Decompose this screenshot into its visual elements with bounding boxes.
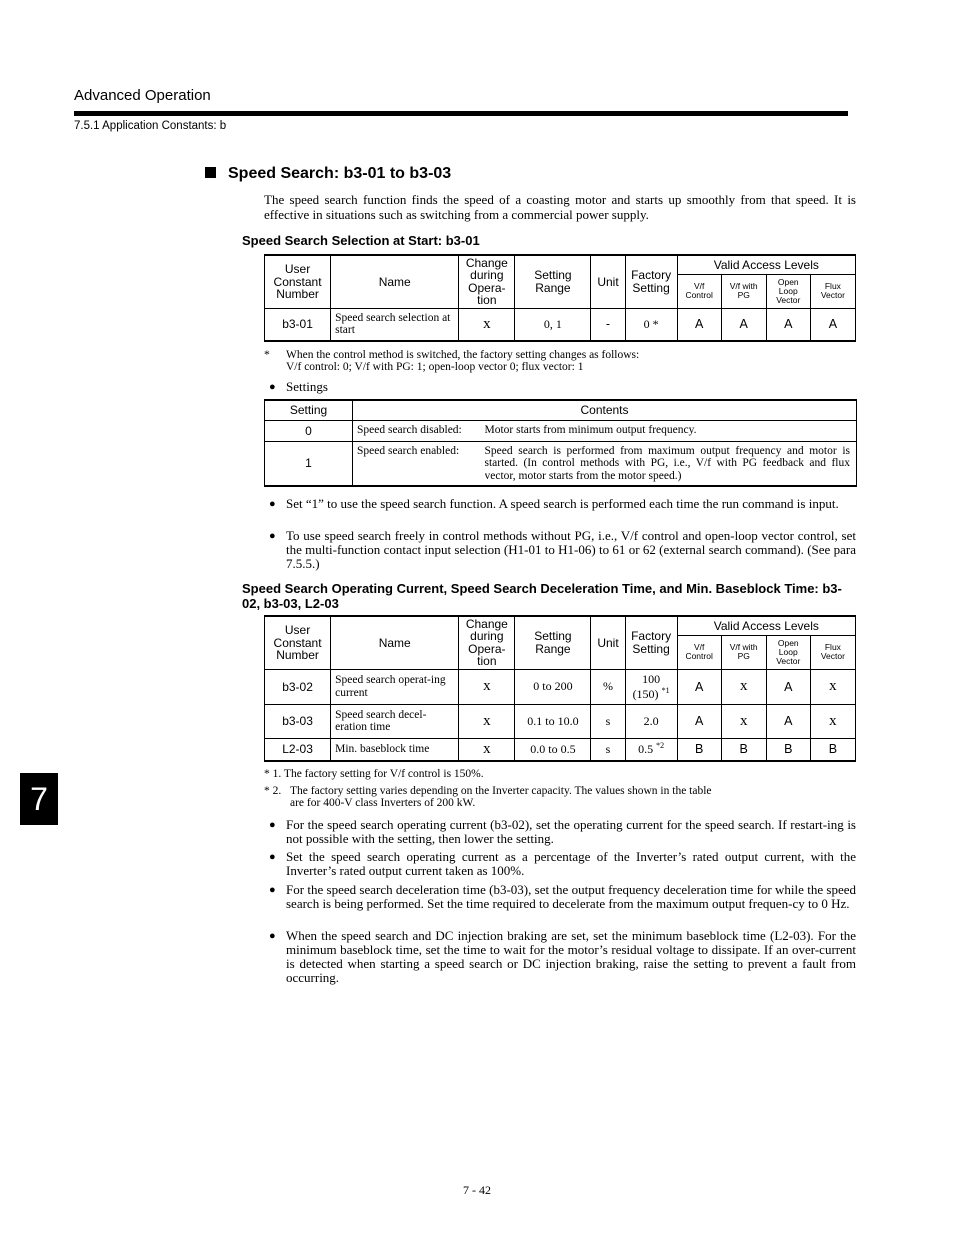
- header-unit: Unit: [591, 616, 625, 669]
- constant-number: b3-03: [265, 704, 331, 738]
- header-change-during-operation: Change during Opera-tion: [459, 255, 515, 308]
- header-vf-control: V/f Control: [677, 635, 721, 669]
- setting-range: 0, 1: [515, 308, 591, 341]
- header-open-loop-vector: Open Loop Vector: [766, 635, 810, 669]
- setting-contents: Speed search is performed from maximum output frequency and motor is started. (In control methods with PG, i.e., V/f with PG feedback and flux vector, motor starts from the motor speed.): [485, 441, 857, 486]
- setting-label: Speed search disabled:: [353, 420, 485, 441]
- table-row: [265, 738, 856, 761]
- list-item: ● When the speed search and DC injection braking are set, set the minimum baseblock time (L2-03). For the minimum baseblock time, set the time to wait for the motor’s residual voltage to dissipate. If an over-current is detected when starting a speed search or DC injection braking, raise the setting to prevent a fault from occurring.: [269, 928, 856, 985]
- footnote-ref: *2: [656, 741, 665, 751]
- constant-name: Speed search operat-ing current: [331, 669, 459, 704]
- header-factory-setting: Factory Setting: [625, 255, 677, 308]
- header-factory-setting: Factory Setting: [625, 616, 677, 669]
- constants-table-b3-01: [264, 254, 856, 342]
- change-during-operation: x: [459, 704, 515, 738]
- access-open-loop-vector: A: [766, 308, 810, 341]
- footnote-mark: *: [264, 349, 270, 361]
- setting-value: 0: [265, 420, 353, 441]
- constants-table-b3-02-l2-03: [264, 615, 856, 762]
- access-vf-with-pg: x: [721, 704, 766, 738]
- access-flux-vector: x: [810, 704, 855, 738]
- list-item: ● For the speed search deceleration time (b3-03), set the output frequency deceleration time for while the speed search is being performed. Set the time required to decelerate from the maximum output frequen-cy to 0 Hz.: [269, 882, 856, 911]
- constant-number: b3-01: [265, 308, 331, 341]
- header-user-constant: User Constant Number: [265, 255, 331, 308]
- change-during-operation: x: [459, 308, 515, 341]
- list-item: ● Set “1” to use the speed search function. A speed search is performed each time the run command is input.: [269, 496, 839, 511]
- access-vf-control: B: [677, 738, 721, 761]
- table-row: [265, 308, 856, 341]
- header-change-during-operation: Change during Opera-tion: [459, 616, 515, 669]
- header-vf-with-pg: V/f with PG: [721, 274, 766, 308]
- access-vf-with-pg: A: [721, 308, 766, 341]
- header-vf-with-pg: V/f with PG: [721, 635, 766, 669]
- constant-name: Min. baseblock time: [331, 738, 459, 761]
- setting-range: 0.1 to 10.0: [515, 704, 591, 738]
- factory-setting: 0.5 $^{*2}$: [625, 738, 677, 761]
- bullet-icon: ●: [269, 851, 276, 863]
- access-vf-control: A: [677, 704, 721, 738]
- table-row: [265, 704, 856, 738]
- constant-name: Speed search decel-eration time: [331, 704, 459, 738]
- factory-setting: 2.0: [625, 704, 677, 738]
- access-flux-vector: A: [810, 308, 855, 341]
- subheading-b3-01: Speed Search Selection at Start: b3-01: [242, 233, 480, 248]
- unit: s: [591, 738, 625, 761]
- bullet-icon: ●: [269, 884, 276, 896]
- setting-range: 0.0 to 0.5: [515, 738, 591, 761]
- factory-setting: 0 *: [625, 308, 677, 341]
- constant-number: b3-02: [265, 669, 331, 704]
- setting-label: Speed search enabled:: [353, 441, 485, 486]
- access-flux-vector: B: [810, 738, 855, 761]
- access-flux-vector: x: [810, 669, 855, 704]
- footnote-2-line-1: The factory setting varies depending on the Inverter capacity. The values shown in the table: [290, 785, 712, 797]
- bullet-icon: ●: [269, 819, 276, 831]
- list-item: ● To use speed search freely in control methods without PG, i.e., V/f control and open-loop vector control, set the multi-function contact input selection (H1-01 to H1-06) to 61 or 62 (external search command). (See para 7.5.5.): [269, 528, 856, 571]
- header-flux-vector: Flux Vector: [810, 274, 855, 308]
- list-item: ● For the speed search operating current (b3-02), set the operating current for the speed search. If restart-ing is not possible with the setting, then lower the setting.: [269, 817, 856, 846]
- setting-range: 0 to 200: [515, 669, 591, 704]
- access-vf-with-pg: B: [721, 738, 766, 761]
- intro-paragraph: The speed search function finds the speed of a coasting motor and starts up smoothly from that speed. It is effective in situations such as switching from a commercial power supply.: [264, 192, 856, 222]
- settings-table: [264, 399, 857, 487]
- footnote-line-2: V/f control: 0; V/f with PG: 1; open-loop vector 0; flux vector: 1: [286, 361, 584, 373]
- header-user-constant: User Constant Number: [265, 616, 331, 669]
- header-valid-access-levels: Valid Access Levels: [677, 255, 855, 274]
- chapter-tab: 7: [20, 773, 58, 825]
- access-open-loop-vector: B: [766, 738, 810, 761]
- bullet-icon: ●: [269, 530, 276, 542]
- header-vf-control: V/f Control: [677, 274, 721, 308]
- header-name: Name: [331, 255, 459, 308]
- access-vf-control: A: [677, 308, 721, 341]
- subheading-b3-02-b3-03-l2-03: Speed Search Operating Current, Speed Search Deceleration Time, and Min. Baseblock Time: b3-02, b3-03, L2-03: [242, 581, 842, 611]
- change-during-operation: x: [459, 738, 515, 761]
- footnote-line-1: When the control method is switched, the factory setting changes as follows:: [286, 349, 640, 361]
- constant-number: L2-03: [265, 738, 331, 761]
- setting-contents: Motor starts from minimum output frequency.: [485, 420, 857, 441]
- footnote-2-mark: * 2.: [264, 785, 282, 797]
- settings-header-contents: Contents: [353, 400, 857, 420]
- access-open-loop-vector: A: [766, 669, 810, 704]
- page-number: 7 - 42: [463, 1183, 491, 1197]
- header-valid-access-levels: Valid Access Levels: [677, 616, 855, 635]
- header-open-loop-vector: Open Loop Vector: [766, 274, 810, 308]
- access-open-loop-vector: A: [766, 704, 810, 738]
- footnote-2-line-2: are for 400-V class Inverters of 200 kW.: [290, 797, 476, 809]
- settings-label: ● Settings: [269, 379, 328, 394]
- settings-header-setting: Setting: [265, 400, 353, 420]
- header-name: Name: [331, 616, 459, 669]
- bullet-icon: ●: [269, 381, 276, 393]
- bullet-icon: ●: [269, 930, 276, 942]
- header-unit: Unit: [591, 255, 625, 308]
- access-vf-with-pg: x: [721, 669, 766, 704]
- unit: -: [591, 308, 625, 341]
- footnote-1: * 1. The factory setting for V/f control is 150%.: [264, 768, 484, 780]
- running-header-title: Advanced Operation: [74, 87, 211, 104]
- unit: %: [591, 669, 625, 704]
- access-vf-control: A: [677, 669, 721, 704]
- table-row: [265, 420, 857, 441]
- header-setting-range: Setting Range: [515, 616, 591, 669]
- unit: s: [591, 704, 625, 738]
- footnote-ref: *1: [661, 686, 670, 695]
- header-rule: [74, 111, 848, 116]
- section-title: [205, 165, 451, 183]
- factory-setting: 100 (150) $^{*1}$: [625, 669, 677, 704]
- change-during-operation: x: [459, 669, 515, 704]
- running-header-subsection: 7.5.1 Application Constants: b: [74, 120, 227, 132]
- setting-value: 1: [265, 441, 353, 486]
- table-row: [265, 441, 857, 486]
- header-setting-range: Setting Range: [515, 255, 591, 308]
- bullet-icon: ●: [269, 498, 276, 510]
- table-row: [265, 669, 856, 704]
- section-title-text: Speed Search: b3-01 to b3-03: [228, 165, 452, 182]
- square-bullet-icon: [205, 167, 216, 178]
- list-item: ● Set the speed search operating current as a percentage of the Inverter’s rated output current, with the Inverter’s rated output current taken as 100%.: [269, 849, 856, 878]
- header-flux-vector: Flux Vector: [810, 635, 855, 669]
- constant-name: Speed search selection at start: [331, 308, 459, 341]
